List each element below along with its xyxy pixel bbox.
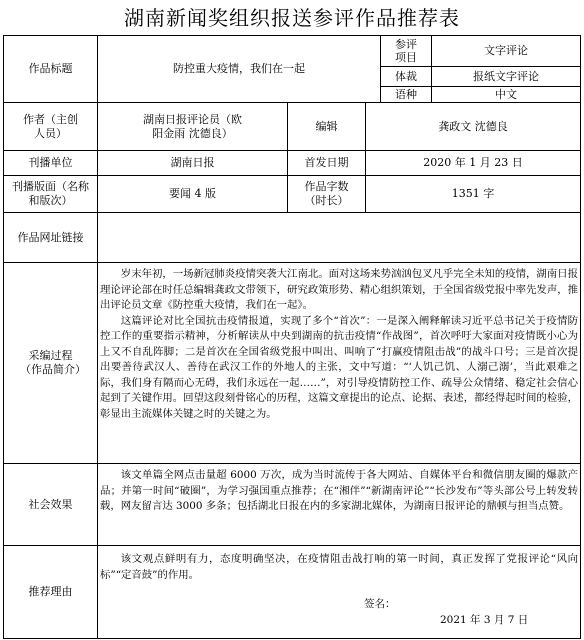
work-title-value: 防控重大疫情，我们在一起 [173,62,305,75]
first-date-label: 首发日期 [304,156,349,169]
signature-label: 签名： [364,598,396,610]
effect-paragraph: 该文单篇全网点击量超 6000 万次，成为当时流传于各大网站、自媒体平台和微信朋友圈的爆款产品；并第一时间“破圈”，为学习强国重点推荐；在“湘伴”“新湖南评论”“长沙发布”等头部公号上转发转载，网友留言达 3000 多条；包括湖北日报在内的多家湖北媒体，为湖南日报评论的鼎顿与担当点赞。 [100,469,578,512]
process-label: 采编过程（作品简介） [20,349,86,376]
category-label: 参评项目 [395,38,417,64]
publisher-value: 湖南日报 [170,156,215,169]
editor-label: 编辑 [315,119,338,133]
genre-value: 报纸文字评论 [473,69,539,83]
process-paragraph-1: 岁末年初，一场新冠肺炎疫情突袭大江南北。面对这场来势汹汹包叉凡乎完全未知的疫情，湖南日报理论评论部在时任总编辑龚政文带领下，研究政策形势、精心组织策划，于全国省级党报中率先发声，推出评论员文章《防控重大疫情，我们在一起》。 [100,268,578,311]
section-label: 刊播版面（名称和版次） [12,180,89,207]
table-border-right [580,35,581,639]
first-date-value: 2020 年 1 月 23 日 [423,156,523,169]
effect-text [100,468,578,544]
link-value [98,213,580,262]
publisher-label: 刊播单位 [28,156,73,169]
process-paragraph-2: 这篇评论对比全国抗击疫情报道，实现了多个“首次”：一是深入阐释解读习近平总书记关于疫情防控工作的重要指示精神，分析解读从中央到湖南的抗击疫情“作战图”，首次呼吁大家面对疫情既小心为上又不自乱阵脚；二是首次在全国省级党报中叫出、叫响了“打赢疫情阻击战”的战斗口号；三是首次提出要善待武汉人、善待在武汉工作的外地人的主张，文中写道：“‘人饥己饥、人溺己溺’，当此艰难之际，我们身有隔而心无碍，我们永远在一起……”，对引导疫情防控工作、疏导公众情绪、稳定社会信心起到了关键作用。回望这段刻骨铭心的历程，这篇文章提出的论点、论据、表述，都经得起时间的检验，彰显出主流媒体关键之时的关键之为。 [100,314,578,420]
editor-value: 龚政文 沈德良 [438,119,508,133]
language-label: 语种 [395,87,417,101]
author-value: 湖南日报评论员（欧阳金雨 沈德良） [143,112,242,140]
reason-paragraph: 该文观点鲜明有力，态度明确坚决，在疫情阻击战打响的第一时间，真正发挥了党报评论“风向标”“定音鼓”的作用。 [100,553,578,581]
section-value: 要闻 4 版 [169,187,216,200]
link-label: 作品网址链接 [17,230,84,244]
process-text [100,267,578,461]
reason-label: 推荐理由 [28,585,73,598]
author-label: 作者（主创人员） [23,112,78,140]
work-title-label: 作品标题 [28,62,73,75]
length-value: 1351 字 [451,187,495,200]
length-label: 作品字数（时长） [304,180,349,207]
effect-label: 社会效果 [28,497,73,511]
reason-text [100,552,578,592]
category-value: 文字评论 [484,44,528,57]
page-title: 湖南新闻奖组织报送参评作品推荐表 [124,6,460,30]
table-border-bottom [3,638,581,639]
genre-label: 体裁 [395,69,417,83]
language-value: 中文 [495,87,517,101]
sign-date: 2021 年 3 月 7 日 [440,614,529,626]
